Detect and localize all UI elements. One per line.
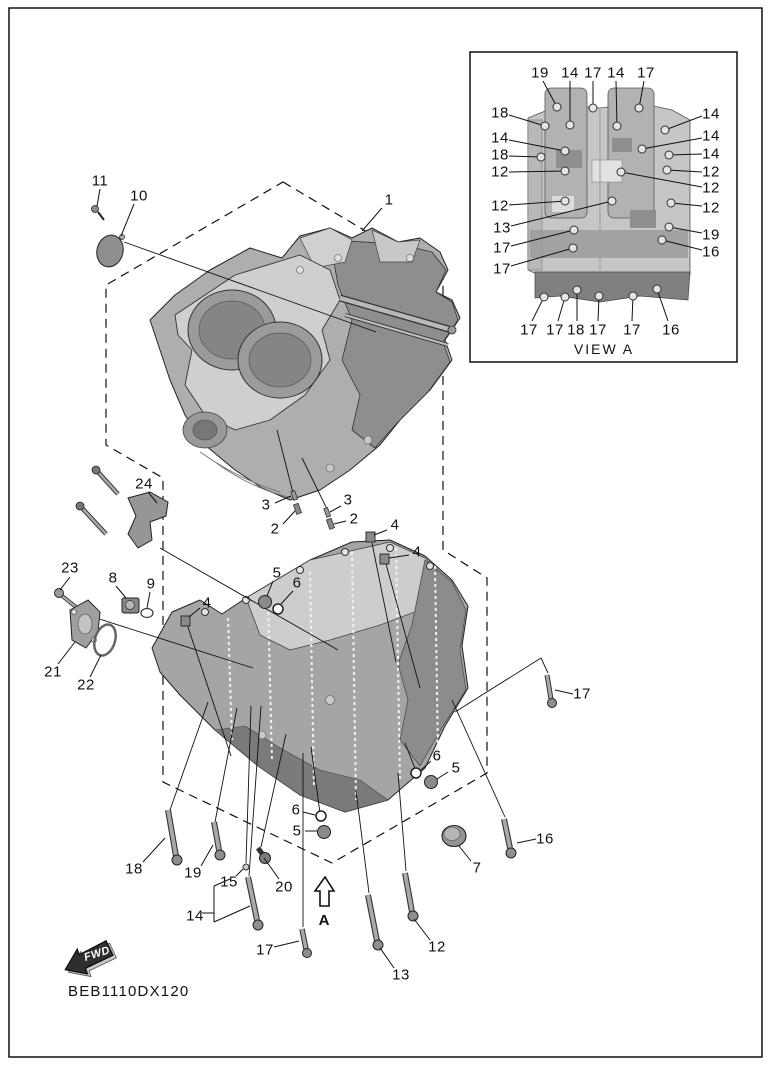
callout-13: 13 xyxy=(493,219,511,237)
bolt-dot-12 xyxy=(663,166,671,174)
leader-line-6 xyxy=(303,812,315,815)
bolt-dot-17 xyxy=(569,244,577,252)
callout-12: 12 xyxy=(428,938,446,956)
bolt-12 xyxy=(405,873,418,921)
callout-16: 16 xyxy=(536,830,554,848)
upper-crankcase-drawing xyxy=(150,228,460,500)
bolt-dot-12 xyxy=(617,168,625,176)
callout-19: 19 xyxy=(531,64,549,82)
bolt-20 xyxy=(258,848,271,864)
callout-16: 16 xyxy=(702,243,720,261)
bolt-dot-17 xyxy=(570,226,578,234)
bolt-17-bottom xyxy=(302,929,312,958)
callout-12: 12 xyxy=(702,163,720,181)
callout-17: 17 xyxy=(493,260,511,278)
leader-line-16 xyxy=(517,839,536,843)
leader-line-22 xyxy=(90,655,101,677)
callout-5: 5 xyxy=(272,564,282,582)
callout-5: 5 xyxy=(451,759,461,777)
leader-line-5 xyxy=(437,772,448,779)
bolt-dot-14 xyxy=(665,151,673,159)
callout-6: 6 xyxy=(432,747,442,765)
bolt-13 xyxy=(368,895,383,950)
bolt-dot-14 xyxy=(613,122,621,130)
callout-17: 17 xyxy=(589,321,607,339)
callout-11: 11 xyxy=(91,172,109,190)
callout-17: 17 xyxy=(584,64,602,82)
leader-line-23 xyxy=(60,577,70,590)
callout-6: 6 xyxy=(291,801,301,819)
bolt-14 xyxy=(248,877,263,930)
leader-line-9 xyxy=(147,592,150,608)
bolt-dot-17 xyxy=(540,293,548,301)
leader-line-19 xyxy=(201,845,213,866)
part-screw-11 xyxy=(92,206,105,221)
footer-code: BEB1110DX120 xyxy=(68,983,190,1000)
callout-12: 12 xyxy=(702,179,720,197)
bolt-dot-13 xyxy=(608,197,616,205)
bolt-dot-16 xyxy=(653,285,661,293)
bolt-dot-17 xyxy=(589,104,597,112)
callout-8: 8 xyxy=(108,569,118,587)
callout-14: 14 xyxy=(702,127,720,145)
callout-15: 15 xyxy=(220,873,238,891)
bolt-dot-12 xyxy=(561,197,569,205)
callout-14: 14 xyxy=(607,64,625,82)
callout-18: 18 xyxy=(491,146,509,164)
leader-line-17 xyxy=(555,690,573,694)
callout-5: 5 xyxy=(292,822,302,840)
callout-17: 17 xyxy=(520,321,538,339)
callout-14: 14 xyxy=(702,105,720,123)
callout-14: 14 xyxy=(491,129,509,147)
callout-10: 10 xyxy=(130,187,148,205)
callout-19: 19 xyxy=(702,226,720,244)
callout-23: 23 xyxy=(61,559,79,577)
leader-line-13 xyxy=(380,948,394,968)
callout-18: 18 xyxy=(491,104,509,122)
callout-1: 1 xyxy=(384,191,394,209)
callout-20: 20 xyxy=(275,878,293,896)
bolt-dot-16 xyxy=(658,236,666,244)
callout-17: 17 xyxy=(637,64,655,82)
leader-line-20 xyxy=(264,858,279,879)
leader-line-17 xyxy=(274,941,299,947)
callout-12: 12 xyxy=(491,197,509,215)
leader-line-2 xyxy=(283,511,295,524)
leader-line-4 xyxy=(374,530,387,535)
part-oval-10 xyxy=(93,232,126,270)
bolt-dot-17 xyxy=(629,292,637,300)
view-a-caption: VIEW A xyxy=(573,341,635,357)
bolt-dot-14 xyxy=(566,121,574,129)
callout-18: 18 xyxy=(125,860,143,878)
callout-17: 17 xyxy=(623,321,641,339)
leader-line-7 xyxy=(459,846,471,861)
leader-line-8 xyxy=(116,586,126,598)
bolt-dot-12 xyxy=(561,167,569,175)
view-a-drawing xyxy=(528,88,690,302)
callout-18: 18 xyxy=(567,321,585,339)
leader-line-3 xyxy=(330,506,341,512)
view-a-inset xyxy=(470,52,737,362)
leader-line-12 xyxy=(414,919,430,940)
callout-13: 13 xyxy=(392,966,410,984)
direction-arrow xyxy=(315,877,334,929)
callout-17: 17 xyxy=(546,321,564,339)
callout-14: 14 xyxy=(561,64,579,82)
callout-2: 2 xyxy=(270,520,280,538)
direction-arrow-label: A xyxy=(318,912,330,929)
bolt-dot-14 xyxy=(638,145,646,153)
bolt-18 xyxy=(168,810,182,865)
callout-14: 14 xyxy=(186,907,204,925)
callout-7: 7 xyxy=(472,859,482,877)
part-nut-8 xyxy=(122,598,139,613)
bolt-17-right xyxy=(547,675,557,708)
callout-4: 4 xyxy=(412,543,422,561)
callout-4: 4 xyxy=(390,516,400,534)
callout-17: 17 xyxy=(573,685,591,703)
bolt-19 xyxy=(214,822,225,860)
callout-4: 4 xyxy=(202,594,212,612)
callout-22: 22 xyxy=(77,676,95,694)
leader-line-10 xyxy=(121,204,134,236)
fwd-arrow xyxy=(60,938,119,983)
pin-15 xyxy=(243,864,249,870)
leader-line-18 xyxy=(143,838,165,862)
bolt-16-right xyxy=(504,819,516,858)
callout-3: 3 xyxy=(343,491,353,509)
part-plug-7 xyxy=(442,826,466,847)
bolt-dot-18 xyxy=(537,153,545,161)
callout-21: 21 xyxy=(44,663,62,681)
callout-17: 17 xyxy=(493,239,511,257)
bolt-dot-18 xyxy=(541,122,549,130)
callout-17: 17 xyxy=(256,941,274,959)
up-arrow-icon xyxy=(315,877,334,906)
bolt-dot-17 xyxy=(595,292,603,300)
callout-6: 6 xyxy=(292,574,302,592)
leader-line-11 xyxy=(97,189,100,206)
callout-3: 3 xyxy=(261,496,271,514)
bolt-dot-18 xyxy=(573,286,581,294)
bolt-dot-17 xyxy=(635,104,643,112)
leader-line-21 xyxy=(58,642,75,664)
bolt-dot-12 xyxy=(667,199,675,207)
part-bracket-24 xyxy=(76,466,168,548)
bolt-dot-14 xyxy=(561,147,569,155)
callout-12: 12 xyxy=(491,163,509,181)
fwd-arrow-label: FWD xyxy=(82,944,112,964)
bolt-dot-19 xyxy=(553,103,561,111)
callout-14: 14 xyxy=(702,145,720,163)
callout-9: 9 xyxy=(146,575,156,593)
bolt-dot-19 xyxy=(665,223,673,231)
bolt-dot-17 xyxy=(561,293,569,301)
callout-24: 24 xyxy=(135,475,153,493)
part-bolt-23 xyxy=(55,589,77,608)
callout-12: 12 xyxy=(702,199,720,217)
callout-2: 2 xyxy=(349,510,359,528)
part-washer-9 xyxy=(141,609,153,618)
leader-line-2 xyxy=(334,521,346,524)
bolt-dot-14 xyxy=(661,126,669,134)
callout-19: 19 xyxy=(184,864,202,882)
callout-16: 16 xyxy=(662,321,680,339)
